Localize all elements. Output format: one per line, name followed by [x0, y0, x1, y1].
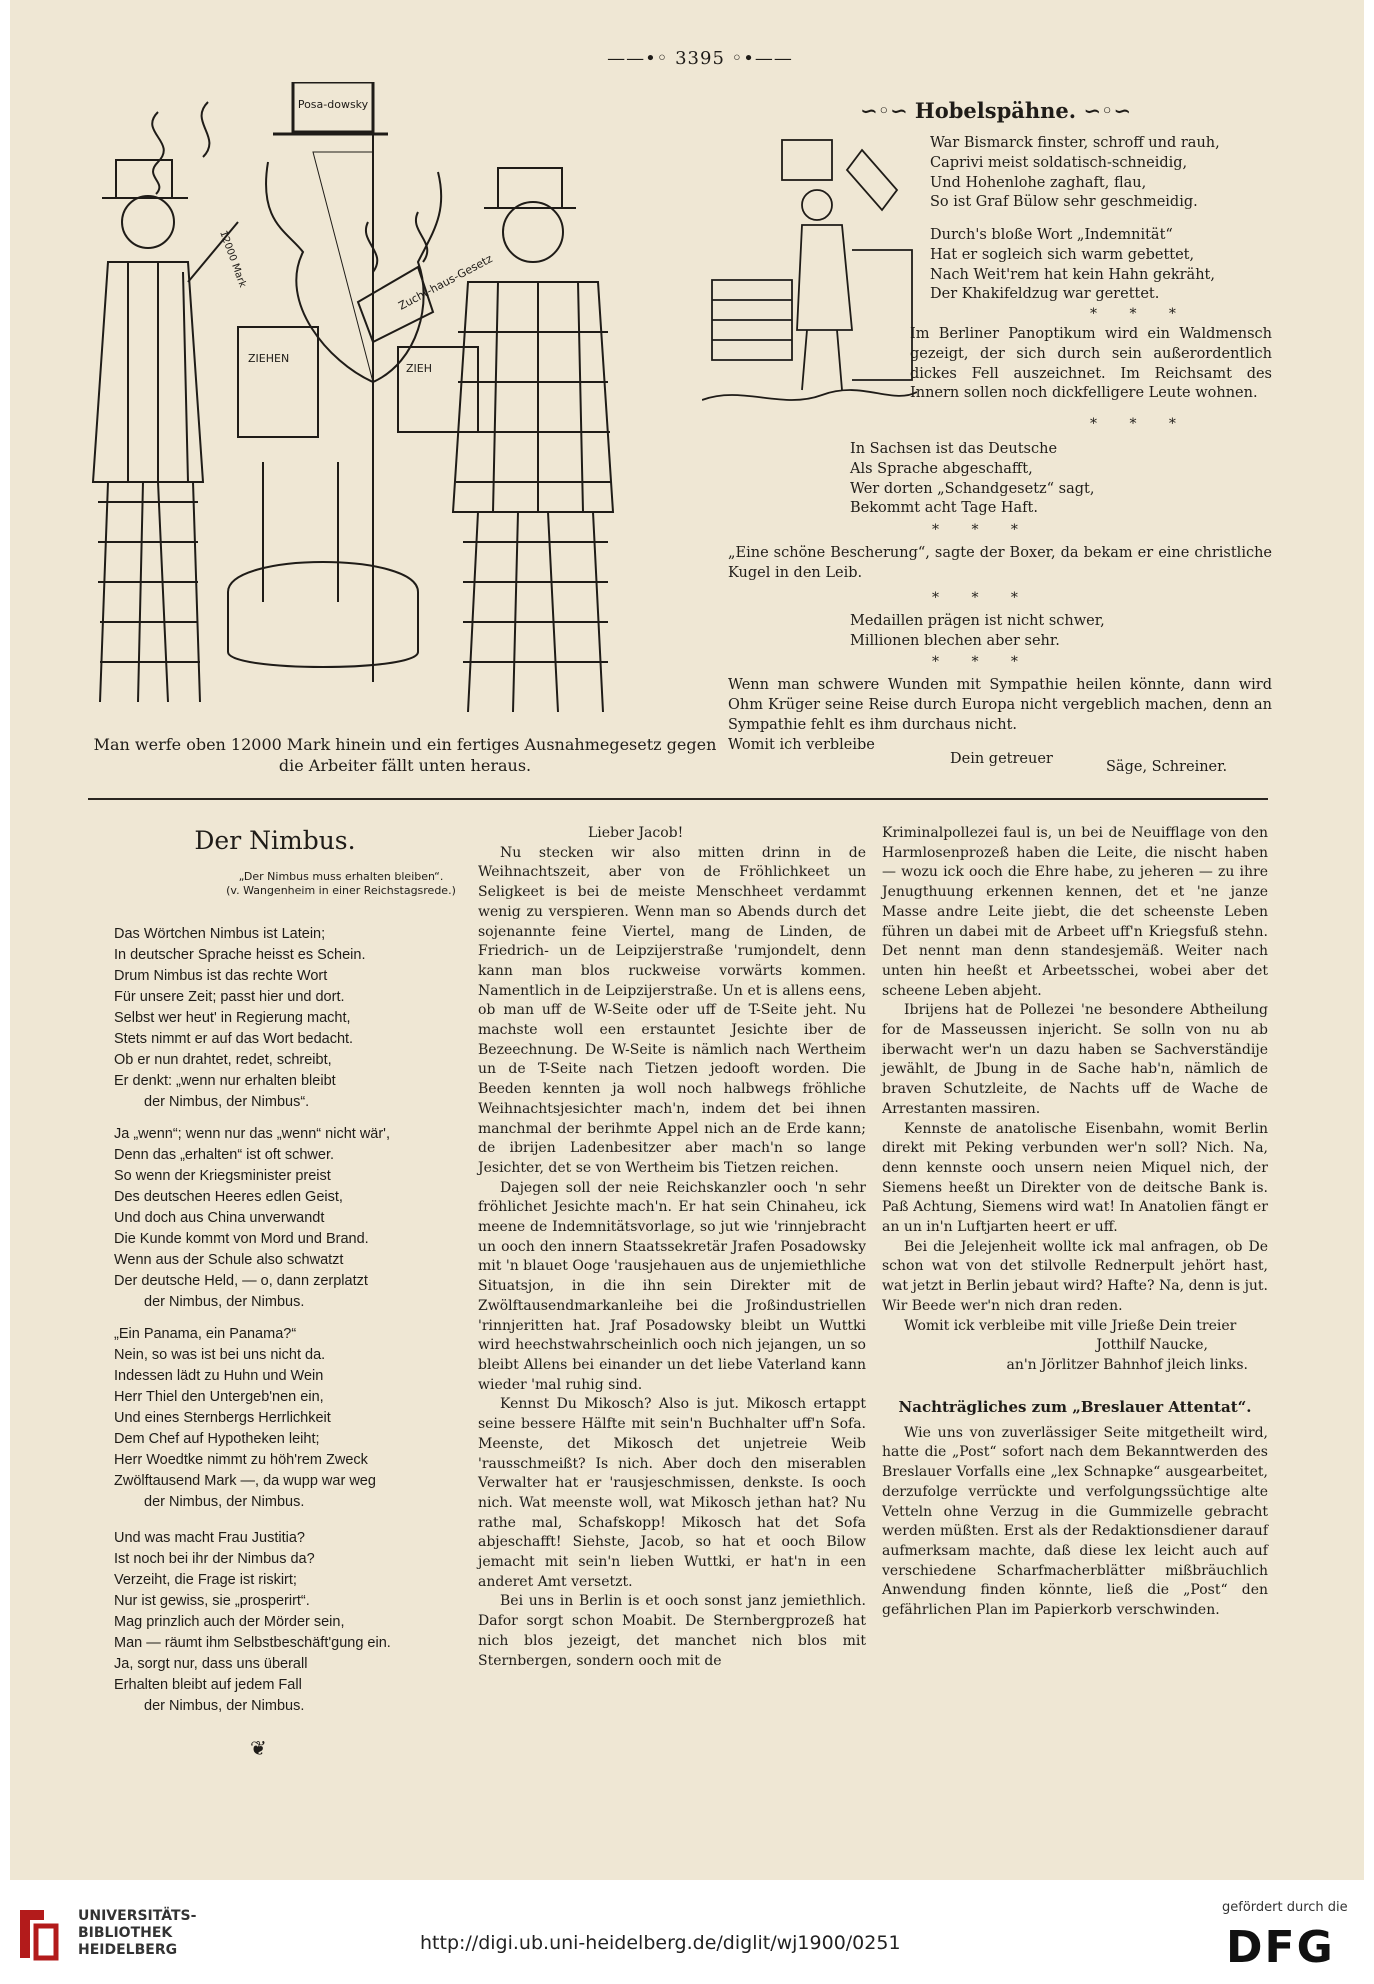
- university-logo-icon: [14, 1904, 62, 1964]
- source-url[interactable]: http://digi.ub.uni-heidelberg.de/diglit/wj1900/0251: [420, 1932, 901, 1954]
- nimbus-stanza-3: „Ein Panama, ein Panama?“ Nein, so was ist bei uns nicht da. Indessen lädt zu Huhn und Wein Herr Thiel den Untergeb'nen ein, Und eines Sternbergs Herrlichkeit Dem Chef auf Hypotheken leiht; Herr Woedtke nimmt zu höh'rem Zweck Zwölftausend Mark —, da wupp war weg der Nimbus, der Nimbus.: [114, 1326, 376, 1510]
- dfg-logo: DFG: [1226, 1922, 1335, 1973]
- fleuron-ornament: ❦: [250, 1736, 267, 1760]
- letter-signature: Jotthilf Naucke,: [1096, 1337, 1208, 1354]
- book-label: Zucht-haus-Gesetz: [396, 252, 495, 313]
- hobel-verse-1: War Bismarck finster, schroff und rauh, Caprivi meist soldatisch-schneidig, Und Hohenlohe zaghaft, flau, So ist Graf Bülow sehr geschmeidig.: [930, 135, 1220, 211]
- hobel-greeting: Dein getreuer: [950, 751, 1053, 767]
- breslau-title: Nachträgliches zum „Breslauer Attentat“.: [898, 1397, 1252, 1416]
- library-name: UNIVERSITÄTS- BIBLIOTHEK HEIDELBERG: [78, 1908, 197, 1958]
- carpenter-illustration: [702, 130, 917, 420]
- nimbus-stanza-4: Und was macht Frau Justitia? Ist noch bei ihr der Nimbus da? Verzeiht, die Frage ist riskirt; Nur ist gewiss, sie „prosperirt“. Mag prinzlich auch der Mörder sein, Man — räumt ihm Selbstbeschäft'gung ein. Ja, sorgt nur, dass uns überall Erhalten bleibt auf jedem Fall der Nimbus, der Nimbus.: [114, 1530, 391, 1714]
- hobel-verse-4: Medaillen prägen ist nicht schwer, Millionen blechen aber sehr.: [850, 613, 1105, 649]
- hobel-title: ∽◦∽ Hobelspähne. ∽◦∽: [860, 98, 1131, 123]
- cartoon-caption: Man werfe oben 12000 Mark hinein und ein fertiges Ausnahmegesetz gegen die Arbeiter fällt unten heraus.: [93, 735, 717, 775]
- page-footer: [0, 1880, 1374, 1984]
- nimbus-epigraph: „Der Nimbus muss erhalten bleiben“. (v. Wangenheim in einer Reichstagsrede.): [226, 870, 456, 897]
- divider-stars: * * *: [1090, 416, 1190, 432]
- letter-salutation: Lieber Jacob!: [588, 825, 684, 841]
- sponsor-note: gefördert durch die: [1222, 1900, 1348, 1915]
- hobel-closing: Womit ich verbleibe: [728, 737, 875, 753]
- breslau-text: Wie uns von zuverlässiger Seite mitgetheilt wird, hatte die „Post“ sofort nach dem Bekanntwerden des Breslauer Vorfalls eine „lex Schnapke“ ausgearbeitet, derzufolge verrückte und verfolgungssüchtige alte Vetteln ohne Verzug in die Gummizelle gebracht werden müßten. Erst als der Redaktionsdiener darauf aufmerksam machte, daß diese lex leicht auch auf verschiedene Scharfmacherblätter mißbräuchlich Anwendung finden könnte, ließ die „Post“ den gefährlichen Plan im Papierkorb verschwinden.: [882, 1424, 1268, 1619]
- cartoon-illustration: [88, 82, 718, 722]
- nimbus-stanza-1: Das Wörtchen Nimbus ist Latein; In deutscher Sprache heisst es Schein. Drum Nimbus ist das rechte Wort Für unsere Zeit; passt hier und dort. Selbst wer heut' in Regierung macht, Stets nimmt er auf das Wort bedacht. Ob er nun drahtet, redet, schreibt, Er denkt: „wenn nur erhalten bleibt der Nimbus, der Nimbus“.: [114, 926, 366, 1110]
- divider-stars: * * *: [932, 654, 1032, 670]
- hobel-para-2: „Eine schöne Bescherung“, sagte der Boxer, da bekam er eine christliche Kugel in den Leib.: [728, 545, 1272, 581]
- hobel-para-3: Wenn man schwere Wunden mit Sympathie heilen könnte, dann wird Ohm Krüger seine Reise durch Europa nicht vergeblich machen, denn an Sympathie fehlt es ihm durchaus nicht.: [728, 677, 1272, 733]
- letter-column-2: Kriminalpollezei faul is, un bei de Neuifflage von den Harmlosenprozeß haben die Leite, die nischt haben — wozu ick ooch die Ehre habe, zu jeheren — zu ihre Jenugthuung erkennen kennen, det et 'ne janze Masse andre Leite jiebt, die det scheenste Leben führen un dabei mit de Arbeet uff'n Kriegsfuß stehn. Det nennt man denn standesjemäß. Weiter nach unten hin heeßt et Arbeetsschei, wobei aber det scheene Leben abjeht. Ibrijens hat de Pollezei 'ne besondere Abtheilung for de Masseussen injericht. Se solln von nu ab iberwacht wer'n un dazu haben se Sachverständije jewählt, de Jbung in de Sache hab'n, nämlich de braven Schutzleite, de Nachts uff de Wache de Arrestanten massiren. Kennste de anatolische Eisenbahn, womit Berlin direkt mit Peking verbunden wer'n soll? Nich. Na, denn kennste ooch unsern neien Miquel nich, der Siemens heeßt un Direkter von de deitsche Bank is. Paß Achtung, Siemens wird wat! In Anatolien fängt er an un in'n Luftjarten heert er uff. Bei die Jelejenheit wollte ick mal anfragen, ob De schon wat von det stilvolle Rednerpult jehört hast, wat jetzt in Berlin jebaut wird? Hafte? Na, denn is jut. Wir Beede wer'n nich dran reden. Womit ick verbleibe mit ville Jrieße Dein treier Jotthilf Naucke, an'n Jörlitzer Bahnhof jleich links. Nachträgliches zum „Breslauer Attentat“. Wie uns von zuverlässiger Seite mitgetheilt wird, hatte die „Post“ sofort nach dem Bekanntwerden des Breslauer Vorfalls eine „lex Schnapke“ ausgearbeitet, derzufolge verrückte und verfolgungssüchtige alte Vetteln ohne Verzug in die Gummizelle gebracht werden müßten. Erst als der Redaktionsdiener darauf aufmerksam machte, daß diese lex leicht auch auf verschiedene Scharfmacherblätter mißbräuchlich Anwendung finden könnte, ließ die „Post“ den gefährlichen Plan im Papierkorb verschwinden.: [882, 824, 1268, 1621]
- hobel-signature: Säge, Schreiner.: [1106, 759, 1228, 775]
- letter-column-1: Lieber Jacob! Nu stecken wir also mitten drinn in de Weihnachtszeit, aber von de Fröhlichkeet un Seligkeet is bei de meiste Menschheet verdammt wenig zu verspieren. Wenn man so Abends durch det sojenannte feine Viertel, mang de Linden, de Friedrich- un de Leipzijerstraße 'rumjondelt, denn kann man blos ruckweise vorwärts kommen. Namentlich in de Leipzijerstraße. Un et is allens eens, ob man uff de W-Seite oder uff de T-Seite jeht. Nu machste woll een erstauntet Jesichte iber de Bezeechnung. De W-Seite is nämlich nach Wertheim un de T-Seite nach Tietzen jedooft worden. Die Beeden kennten ja woll noch halbwegs fröhliche Weihnachtsjesichter mach'n, indem det bei ihnen manchmal der berihmte Appel nich an de Erde kann; de ibrijen Ladenbesitzer aber mach'n so lange Jesichter, det se von Wertheim bis Tietzen reichen. Dajegen soll der neie Reichskanzler ooch 'n sehr fröhlichet Jesichte mach'n. Er hat sein Chinaheu, ick meene de Indemnitätsvorlage, so jut wie 'rinnjebracht un ooch den innern Staatssekretär Jrafen Posadowsky mit 'n blauet Ooge 'rausjehauen aus de unjemiethliche Situatsjon, in die ihn sein Direkter mit de Zwölftausendmarkanleihe bei die Jroßindustriellen 'rinnjeritten hat. Jraf Posadowsky bleibt un Wuttki wird heechstwahrscheinlich ooch nich jejangen, un so bleibt Allens bei einander un det liebe Vaterland kann wieder 'mal ruhig sind. Kennst Du Mikosch? Also is jut. Mikosch ertappt seine bessere Hälfte mit sein'n Buchhalter uff'n Sofa. Meenste, det Mikosch det unjetreie Weib 'rausschmeißt? Is nich. Aber doch den miserablen Verwalter hat er 'rausjeschmissen, denkste. Is ooch nich. Wat meenste woll, wat Mikosch jethan hat? Nu rathe mal, Schafskopp! Mikosch hat det Sofa abjeschafft! Siehste, Jacob, so hat et ooch Bilow jemacht mit sein'n lieben Wuttki, er hat'n in een anderet Amt versetzt. Bei uns in Berlin is et ooch sonst janz jemiethlich. Dafor sorgt schon Moabit. De Sternbergprozeß hat nich blos jezeigt, det manchet nich blos mit Sternbergen, sondern ooch mit de: [478, 825, 866, 1669]
- hobel-para-1: Im Berliner Panoptikum wird ein Waldmensch gezeigt, der sich durch sein außerordentlich dickes Fell auszeichnet. Im Reichsamt des Innern sollen noch dickfelligere Leute wohnen.: [910, 326, 1272, 402]
- hobel-verse-2: Durch's bloße Wort „Indemnität“ Hat er sogleich sich warm gebettet, Nach Weit'rem hat kein Hahn gekräht, Der Khakifeldzug war gerettet.: [930, 227, 1215, 303]
- divider-stars: * * *: [932, 590, 1032, 606]
- nimbus-title: Der Nimbus.: [194, 826, 356, 855]
- hat-label: Posa-dowsky: [297, 98, 369, 111]
- letter-signature-place: an'n Jörlitzer Bahnhof jleich links.: [1006, 1356, 1248, 1373]
- jug-label: 12000 Mark: [217, 229, 248, 290]
- divider-stars: * * *: [932, 522, 1032, 538]
- letter-closing: Womit ick verbleibe mit ville Jrieße Dein treier: [904, 1317, 1237, 1334]
- page-number: ——•◦ 3395 ◦•——: [607, 48, 793, 69]
- divider-stars: * * *: [1090, 306, 1190, 322]
- nimbus-stanza-2: Ja „wenn“; wenn nur das „wenn“ nicht wär', Denn das „erhalten“ ist oft schwer. So wenn der Kriegsminister preist Des deutschen Heeres edlen Geist, Und doch aus China unverwandt Die Kunde kommt von Mord und Brand. Wenn aus der Schule also schwatzt Der deutsche Held, — o, dann zerplatzt der Nimbus, der Nimbus.: [114, 1126, 390, 1310]
- tin-label-left: ZIEHEN: [248, 352, 290, 365]
- newspaper-page: [10, 0, 1364, 1880]
- section-divider: [88, 798, 1268, 800]
- tin-label-right: ZIEH: [406, 362, 433, 375]
- hobel-verse-3: In Sachsen ist das Deutsche Als Sprache abgeschafft, Wer dorten „Schandgesetz“ sagt, Bekommt acht Tage Haft.: [850, 441, 1095, 517]
